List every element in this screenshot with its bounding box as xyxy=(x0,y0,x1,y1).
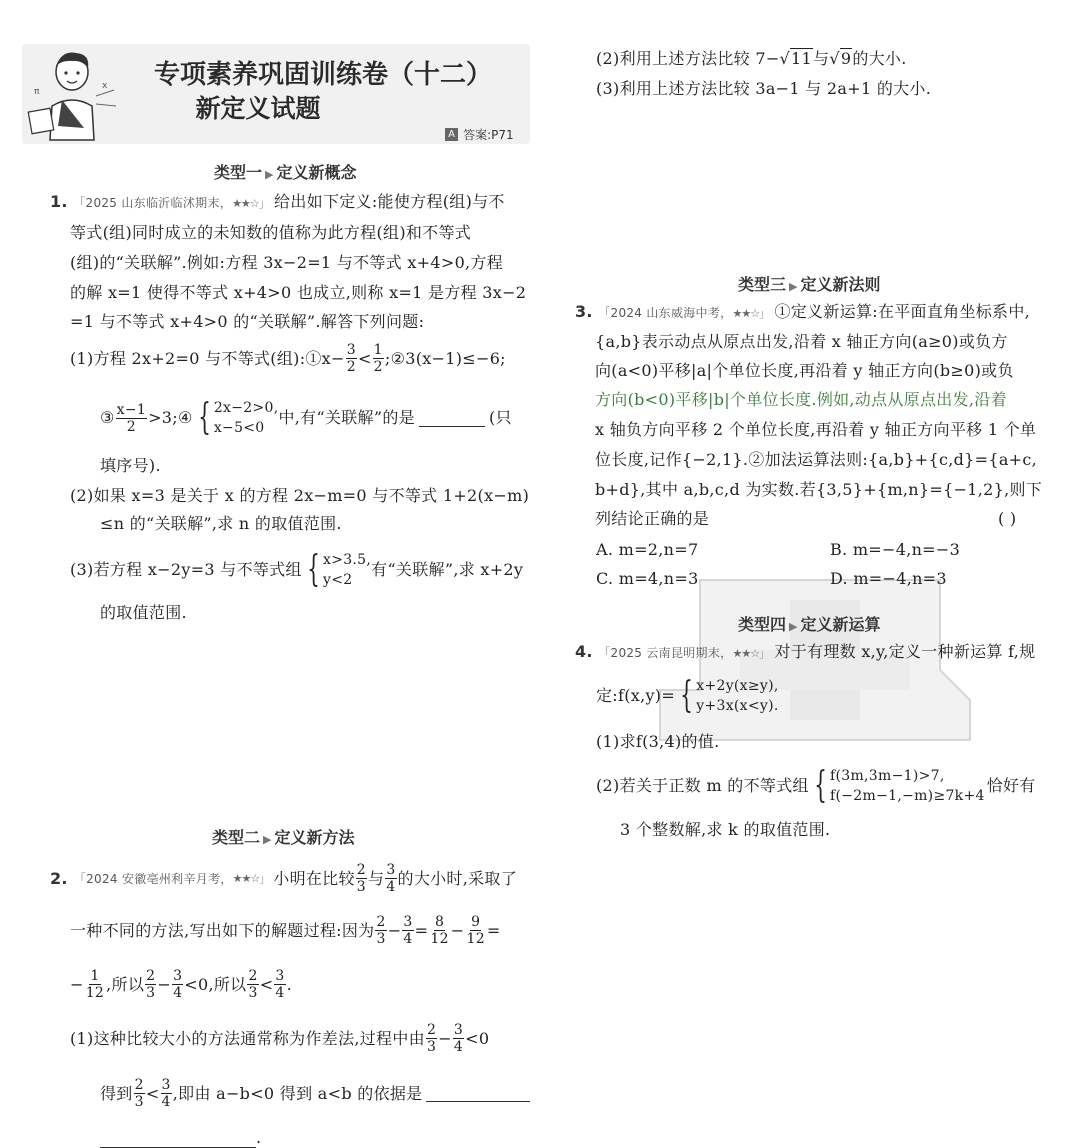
answer-paren[interactable]: ( ) xyxy=(998,509,1017,528)
q2-line-2: 一种不同的方法,写出如下的解题过程:因为 $\frac{2}{3}$ − $\frac{3}{4}$ = $\frac{8}{12}$ − $\frac{9}{12}$ = xyxy=(70,914,501,947)
q1-part-1: (1)方程 2x+2=0 与不等式(组):①x− $\frac{3}{2}$ < $\frac{1}{2}$ ;②3(x−1)≤−6; xyxy=(70,342,506,375)
answer-ref xyxy=(445,124,514,143)
student-illustration xyxy=(22,44,122,144)
q2-line-3: − $\frac{1}{12}$ ,所以 $\frac{2}{3}$ − $\frac{3}{4}$ <0,所以 $\frac{2}{3}$ < $\frac{3}{4}$ . xyxy=(70,968,293,1001)
option-c[interactable]: C. m=4,n=3 xyxy=(596,569,699,588)
q2-part-1-blank2: . xyxy=(100,1128,261,1148)
answer-blank[interactable] xyxy=(426,1085,530,1102)
q2-part-2: (2)利用上述方法比较 7− √ 11 与 √ 9 的大小. xyxy=(596,48,907,68)
question-source: 「2025 山东临沂临沭期末， xyxy=(73,196,233,210)
question-text-line: =1 与不等式 x+4>0 的“关联解”.解答下列问题: xyxy=(70,312,425,331)
section-heading-1: 类型一 ▶ 定义新概念 xyxy=(214,163,357,182)
question-3: 3. 「2024 山东威海中考，★★☆」 ①定义新运算:在平面直角坐标系中, {a,b}表示动点从原点出发,沿着 x 轴正方向(a≥0)或负方 向(a<0)平移|a|个单位长度,再沿着 y 轴正方向(b≥0)或负 方向(b<0)平移|b|个单位长度.例如,动点从原点出发,沿着 x 轴负方向平移 2 个单位长度,再沿着 y 轴正方向平移 1 个单 位长度,记作{−2,1}.②加法运算法则:{a,b}+{c,d}={a+c, b+d},其中 a,b,c,d 为实数.若{3,5}+{m,n}={−1,2},则下 列结论正确的是 ( ) xyxy=(575,302,1043,528)
q4-part-2-cont: 3 个整数解,求 k 的取值范围. xyxy=(620,820,831,839)
question-text-line: 给出如下定义:能使方程(组)与不 xyxy=(274,192,505,211)
q4-definition: 定:f(x,y)= { x+2y(x≥y), y+3x(x<y). xyxy=(596,675,779,716)
option-a[interactable]: A. m=2,n=7 xyxy=(596,540,699,559)
svg-text:π: π xyxy=(34,87,40,97)
q1-part-2-cont: ≤n 的“关联解”,求 n 的取值范围. xyxy=(100,514,342,533)
question-text-line: 等式(组)同时成立的未知数的值称为此方程(组)和不等式 xyxy=(70,223,472,242)
answer-badge: A xyxy=(445,128,458,141)
question-2: 2. 「2024 安徽亳州利辛月考， ★★☆」 小明在比较 $\frac{2}{3}$ 与 $\frac{3}{4}$ 的大小时,采取了 xyxy=(50,862,518,895)
page-subtitle: 新定义试题 xyxy=(195,94,321,123)
question-text-line: 的解 x=1 使得不等式 x+4>0 也成立,则称 x=1 是方程 3x−2 xyxy=(70,283,527,302)
q2-part-1-cont: 得到 $\frac{2}{3}$ < $\frac{3}{4}$ ,即由 a−b<0 得到 a<b 的依据是 xyxy=(100,1077,530,1110)
q4-part-1: (1)求f(3,4)的值. xyxy=(596,732,720,751)
q1-part-1-end: 填序号). xyxy=(100,456,161,475)
section-heading-2: 类型二 ▶ 定义新方法 xyxy=(212,828,355,847)
q1-part-3: (3)若方程 x−2y=3 与不等式组 { x>3.5, y<2 有“关联解”,求 x+2y xyxy=(70,549,524,590)
question-number: 1. xyxy=(50,192,68,211)
section-heading-3: 类型三 ▶ 定义新法则 xyxy=(738,275,881,294)
q1-part-2: (2)如果 x=3 是关于 x 的方程 2x−m=0 与不等式 1+2(x−m) xyxy=(70,486,530,505)
difficulty-stars: ★★☆」 xyxy=(232,197,269,210)
question-text-line: (组)的“关联解”.例如:方程 3x−2=1 与不等式 x+4>0,方程 xyxy=(70,253,504,272)
svg-text:x: x xyxy=(102,81,108,91)
q4-part-2: (2)若关于正数 m 的不等式组 { f(3m,3m−1)>7, f(−2m−1,−m)≥7k+4 恰好有 xyxy=(596,765,1036,806)
q2-part-3: (3)利用上述方法比较 3a−1 与 2a+1 的大小. xyxy=(596,79,932,98)
q2-part-1: (1)这种比较大小的方法通常称为作差法,过程中由 $\frac{2}{3}$ − $\frac{3}{4}$ <0 xyxy=(70,1022,490,1055)
page-title: 专项素养巩固训练卷（十二） xyxy=(153,60,492,90)
question-4: 4. 「2025 云南昆明期末，★★☆」 对于有理数 x,y,定义一种新运算 f,规 xyxy=(575,642,1036,661)
option-d[interactable]: D. m=−4,n=3 xyxy=(830,569,947,588)
answer-page: 答案:P71 xyxy=(463,128,514,142)
q1-part-3-end: 的取值范围. xyxy=(100,603,187,622)
option-b[interactable]: B. m=−4,n=−3 xyxy=(830,540,961,559)
answer-blank[interactable] xyxy=(419,410,485,427)
answer-blank[interactable] xyxy=(100,1131,256,1148)
q1-part-1-cont: ③ $\frac{x-1}{2}$ >3;④ { 2x−2>0, x−5<0 中,有“关联解”的是 (只 xyxy=(100,397,512,438)
section-heading-4: 类型四 ▶ 定义新运算 xyxy=(738,615,881,634)
